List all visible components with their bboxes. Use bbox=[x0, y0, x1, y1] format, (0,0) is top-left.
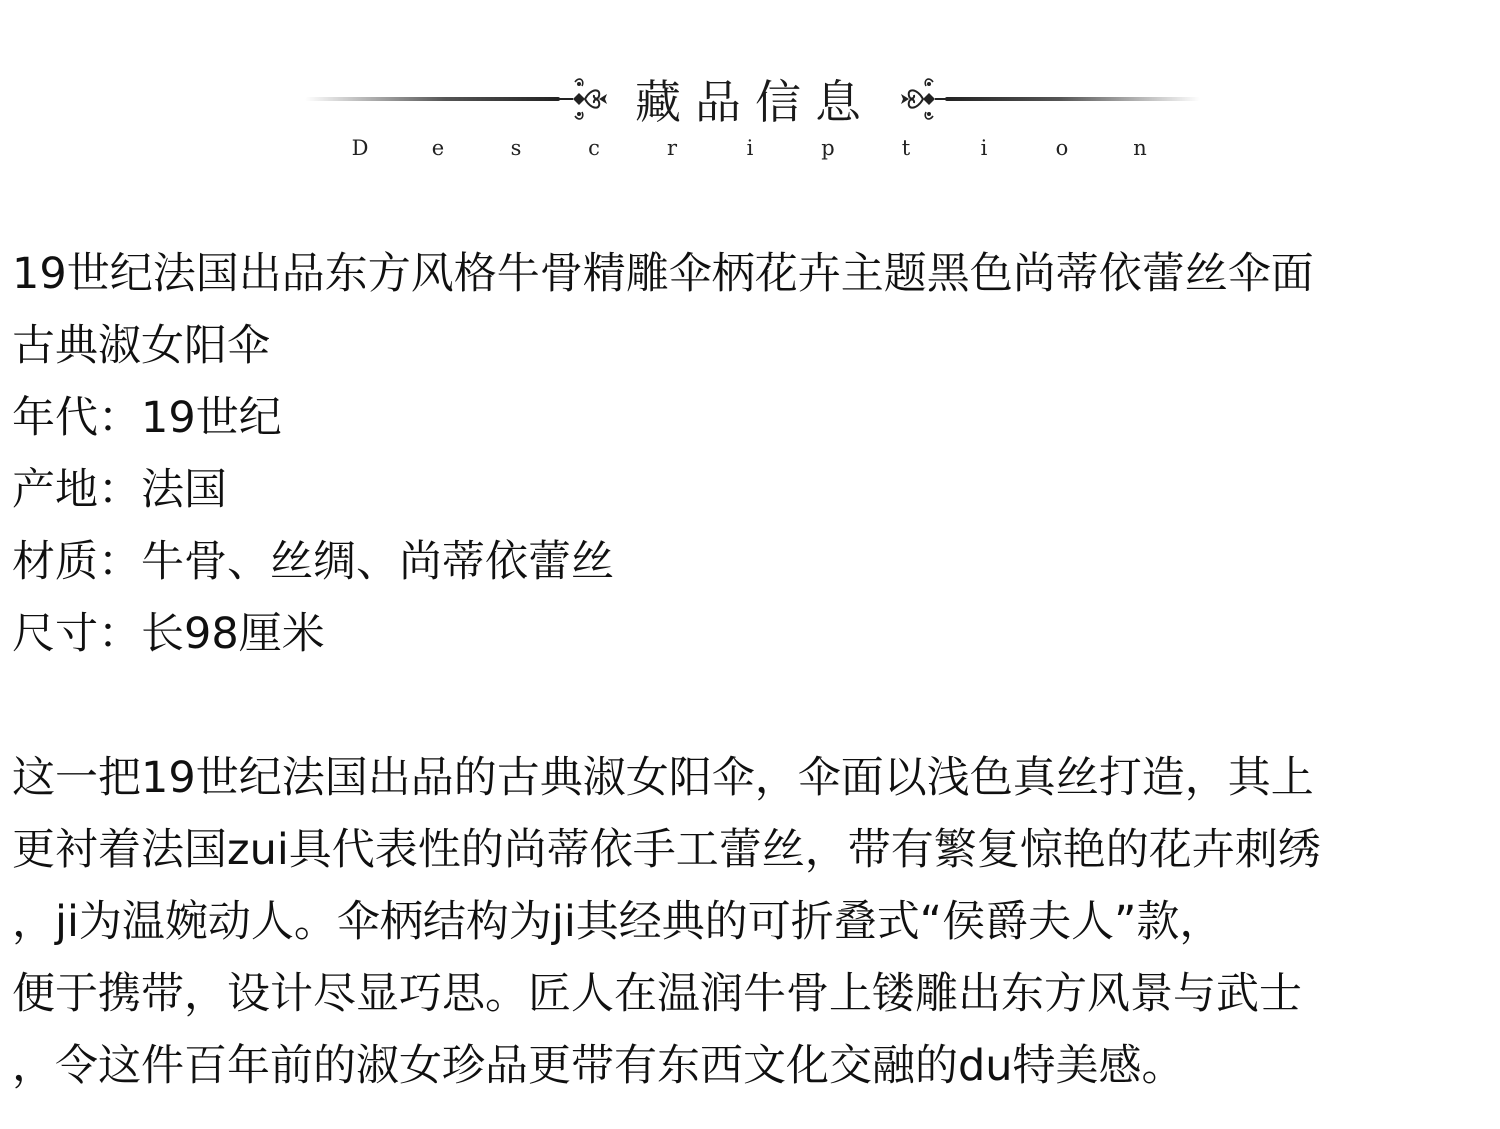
description-line: ，ji为温婉动人。伞柄结构为ji其经典的可折叠式“侯爵夫人”款， bbox=[12, 897, 1223, 947]
decorative-line-right bbox=[945, 97, 1200, 101]
product-title-line-1: 19世纪法国出品东方风格牛骨精雕伞柄花卉主题黑色尚蒂依蕾丝伞面 bbox=[12, 249, 1314, 299]
description-line: ，令这件百年前的淑女珍品更带有东西文化交融的du特美感。 bbox=[12, 1041, 1185, 1091]
section-header bbox=[0, 60, 1500, 170]
description-line: 更衬着法国zui具代表性的尚蒂依手工蕾丝，带有繁复惊艳的花卉刺绣 bbox=[12, 825, 1321, 875]
section-subtitle bbox=[350, 136, 1150, 160]
product-size: 尺寸：长98厘米 bbox=[12, 609, 325, 659]
product-description bbox=[12, 742, 1482, 1102]
subtitle-letter: i bbox=[980, 136, 988, 160]
product-info bbox=[12, 238, 1482, 1102]
decorative-line-left bbox=[305, 97, 560, 101]
paragraph-spacer bbox=[12, 670, 1482, 742]
subtitle-letter: o bbox=[1055, 136, 1069, 160]
subtitle-letter: n bbox=[1133, 136, 1147, 160]
section-title: 藏品信息 bbox=[635, 75, 875, 129]
subtitle-letter: i bbox=[746, 136, 754, 160]
subtitle-letter: t bbox=[901, 136, 911, 160]
subtitle-letter: p bbox=[821, 136, 835, 160]
description-line: 便于携带，设计尽显巧思。匠人在温润牛骨上镂雕出东方风景与武士 bbox=[12, 969, 1302, 1019]
flourish-left-icon bbox=[555, 74, 610, 124]
description-line: 这一把19世纪法国出品的古典淑女阳伞，伞面以浅色真丝打造，其上 bbox=[12, 753, 1314, 803]
subtitle-letter: c bbox=[588, 136, 600, 160]
product-origin: 产地：法国 bbox=[12, 465, 227, 515]
subtitle-letter: e bbox=[431, 136, 445, 160]
product-material: 材质：牛骨、丝绸、尚蒂依蕾丝 bbox=[12, 537, 614, 587]
subtitle-letter: D bbox=[351, 136, 369, 160]
product-title-line-2: 古典淑女阳伞 bbox=[12, 321, 270, 371]
subtitle-letter: s bbox=[510, 136, 522, 160]
subtitle-letter: r bbox=[666, 136, 678, 160]
product-era: 年代：19世纪 bbox=[12, 393, 282, 443]
